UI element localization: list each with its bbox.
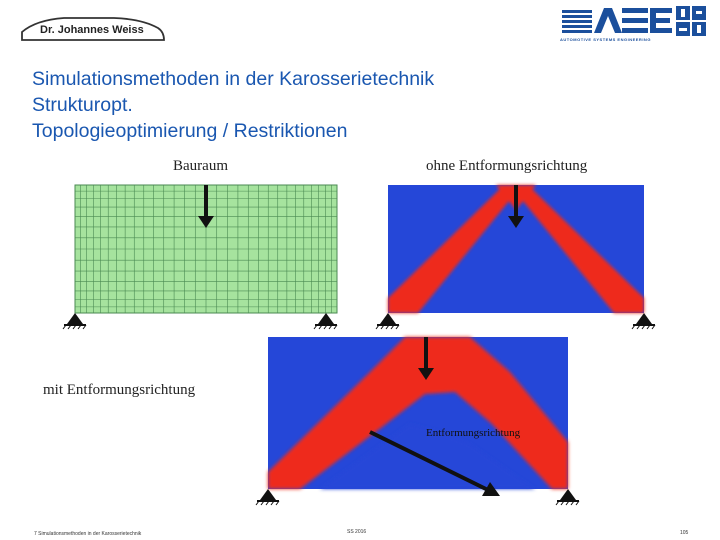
caption-bauraum: Bauraum bbox=[173, 158, 228, 174]
result-ohne-entformung-panel bbox=[380, 180, 670, 340]
fixed-support-icon bbox=[376, 313, 399, 329]
title-line-2: Strukturopt. bbox=[32, 94, 133, 116]
ase-logo bbox=[560, 6, 710, 46]
fixed-support-icon bbox=[556, 489, 579, 505]
fixed-support-icon bbox=[63, 313, 86, 329]
result-mit-entformung-panel bbox=[260, 332, 590, 512]
fixed-support-icon bbox=[314, 313, 337, 329]
title-line-3: Topologieoptimierung / Restriktionen bbox=[32, 120, 348, 142]
logo-left-text: Dr. Johannes Weiss bbox=[40, 24, 144, 36]
fixed-support-icon bbox=[256, 489, 279, 505]
footer-course-title: 7 Simulationsmethoden in der Karosserietechnik bbox=[34, 531, 142, 537]
bauraum-mesh-panel bbox=[70, 180, 350, 340]
fixed-support-icon bbox=[632, 313, 655, 329]
title-line-1: Simulationsmethoden in der Karosserietechnik bbox=[32, 68, 435, 90]
caption-ohne-entformungsrichtung: ohne Entformungsrichtung bbox=[426, 158, 588, 174]
johannes-weiss-logo bbox=[18, 10, 168, 46]
footer-semester: SS 2016 bbox=[347, 529, 367, 535]
caption-entformungsrichtung-label: Entformungsrichtung bbox=[426, 427, 521, 439]
footer-page-number: 105 bbox=[680, 530, 689, 536]
slide-title bbox=[32, 66, 434, 144]
ase-wordmark-icon bbox=[560, 6, 710, 38]
caption-mit-entformungsrichtung: mit Entformungsrichtung bbox=[43, 382, 196, 398]
logo-right-subtitle: AUTOMOTIVE SYSTEMS ENGINEERING bbox=[560, 37, 651, 42]
